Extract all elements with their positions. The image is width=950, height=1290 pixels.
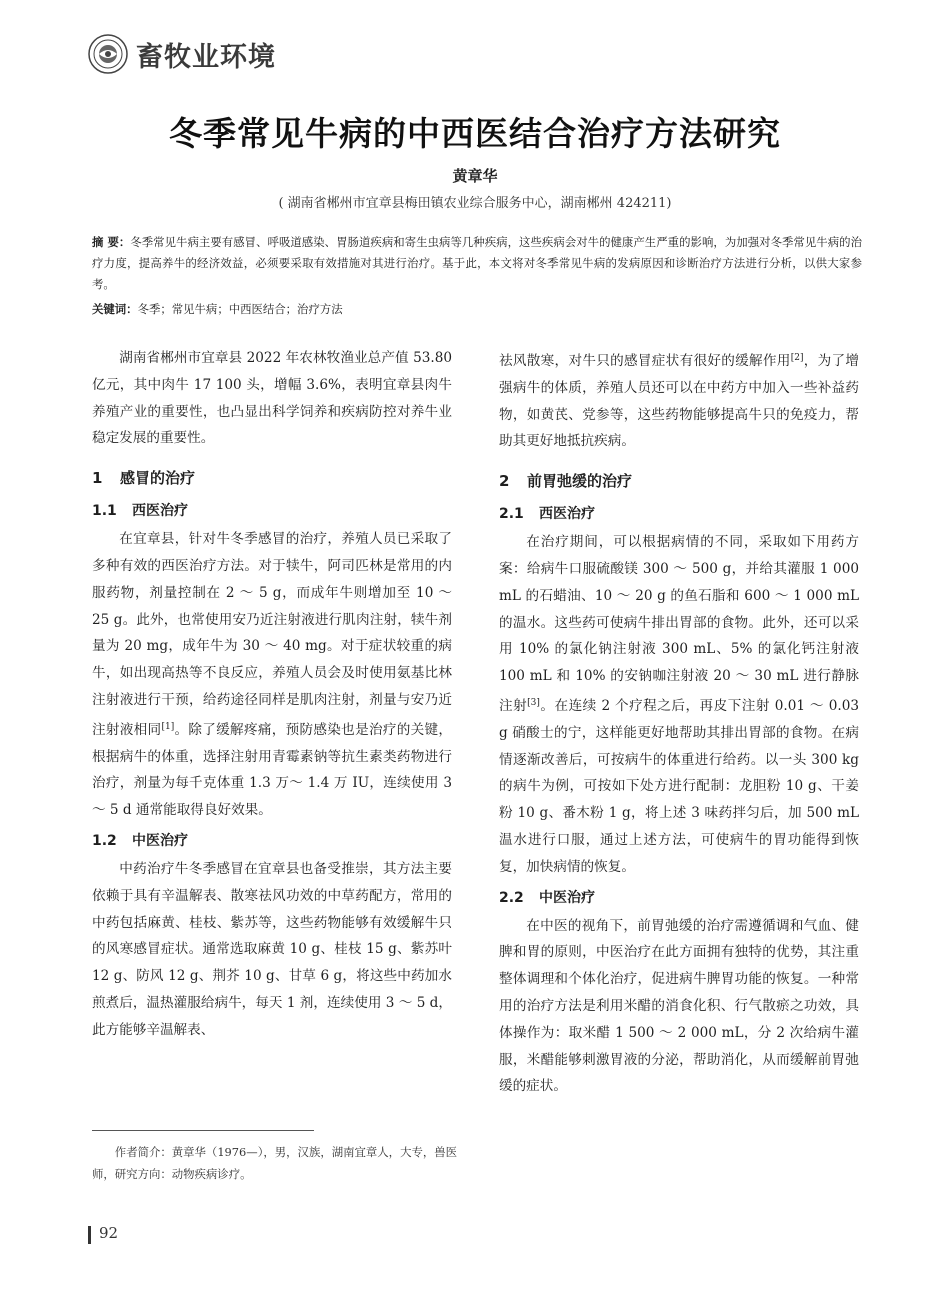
paragraph-text: 祛风散寒，对牛只的感冒症状有很好的缓解作用 (499, 353, 791, 369)
keywords (92, 299, 862, 320)
left-column (92, 345, 452, 1044)
journal-header (88, 28, 276, 80)
section-number: 2.2 (499, 889, 524, 906)
abstract-text: 冬季常见牛病主要有感冒、呼吸道感染、胃肠道疾病和寄生虫病等几种疾病，这些疾病会对牛的健康产生严重的影响，为加强对冬季常见牛病的治疗力度，提高养牛的经济效益，必须要采取有效措施对其进行治疗。基于此，本文将对冬季常见牛病的发病原因和诊断治疗方法进行分析，以供大家参考。 (92, 235, 862, 291)
paragraph-text: 在宜章县，针对牛冬季感冒的治疗，养殖人员已采取了多种有效的西医治疗方法。对于犊牛，阿司匹林是常用的内服药物，剂量控制在 2 ～ 5 g，而成年牛则增加至 10 ～ 25 g。此外，也常使用安乃近注射液进行肌肉注射，犊牛剂量为 20 mg，成年牛为 30 ～ 40 mg。对于症状较重的病牛，如出现高热等不良反应，养殖人员会及时使用氨基比林注射液进行干预，给药途径同样是肌肉注射，剂量与安乃近注射液相同 (92, 531, 452, 738)
section-2-2-paragraph: 在中医的视角下，前胃弛缓的治疗需遵循调和气血、健脾和胃的原则，中医治疗在此方面拥有独特的优势，其注重整体调理和个体化治疗，促进病牛脾胃功能的恢复。一种常用的治疗方法是利用米醋的消食化积、行气散瘀之功效，具体操作为：取米醋 1 500 ～ 2 000 mL，分 2 次给病牛灌服，米醋能够刺激胃液的分泌，帮助消化，从而缓解前胃弛缓的症状。 (499, 917, 859, 1095)
section-1-1-heading (92, 498, 452, 524)
section-number: 1.1 (92, 503, 117, 520)
article-author: 黄章华 (452, 167, 498, 185)
section-title: 西医治疗 (539, 506, 595, 523)
section-number: 2.1 (499, 506, 524, 523)
section-number: 1 (92, 469, 103, 488)
section-2-1-paragraph (499, 529, 859, 880)
author-affiliation: ( 湖南省郴州市宜章县梅田镇农业综合服务中心，湖南郴州 424211) (278, 196, 672, 211)
page-marker-bar (88, 1226, 91, 1244)
section-2-heading (499, 469, 859, 493)
section-number: 2 (499, 472, 510, 491)
citation-ref: [3] (527, 697, 540, 708)
citation-ref: [2] (790, 353, 804, 363)
abstract (92, 232, 862, 295)
journal-name: 畜牧业环境 (136, 41, 276, 73)
journal-seal-icon (88, 34, 128, 74)
paragraph-text: 。在连续 2 个疗程之后，再皮下注射 0.01 ～ 0.03 g 硝酸士的宁，这样能更好地帮助其排出胃部的食物。在病情逐渐改善后，可按病牛的体重进行给药。以一头 300 kg 的病牛为例，可按如下处方进行配制：龙胆粉 10 g、干姜粉 10 g、番木粉 1 g，将上述 3 味药拌匀后，加 500 mL 温水进行口服，通过上述方法，可使病牛的胃功能得到恢复，加快病情的恢复。 (499, 697, 859, 875)
abstract-label: 摘 要： (92, 235, 131, 249)
page-number: 92 (99, 1224, 119, 1242)
section-number: 1.2 (92, 832, 117, 849)
section-2-1-heading (499, 501, 859, 527)
section-title: 西医治疗 (132, 503, 188, 520)
section-1-2-paragraph: 中药治疗牛冬季感冒在宜章县也备受推崇，其方法主要依赖于具有辛温解表、散寒祛风功效的中草药配方，常用的中药包括麻黄、桂枝、紫苏等，这些药物能够有效缓解牛只的风寒感冒症状。通常选取麻黄 10 g、桂枝 15 g、紫苏叶 12 g、防风 12 g、荆芥 10 g、甘草 6 g，将这些中药加水煎煮后，温热灌服给病牛，每天 1 剂，连续使用 3 ～ 5 d，此方能够辛温解表、 (92, 860, 452, 1038)
paragraph-text: 。除了缓解疼痛，预防感染也是治疗的关键，根据病牛的体重，选择注射用青霉素钠等抗生素类药物进行治疗，剂量为每千克体重 1.3 万～ 1.4 万 IU，连续使用 3 ～ 5 d 通常能取得良好效果。 (92, 721, 453, 819)
paragraph-text: 在治疗期间，可以根据病情的不同，采取如下用药方案：给病牛口服硫酸镁 300 ～ 500 g，并给其灌服 1 000 mL 的石蜡油、10 ～ 20 g 的鱼石脂和 600 ～ 1 000 mL 的温水。这些药可使病牛排出胃部的食物。此外，还可以采用 10% 的氯化钠注射液 300 mL、5% 的氯化钙注射液 100 mL 和 10% 的安钠咖注射液 20 ～ 30 mL 进行静脉注射 (499, 534, 859, 714)
continued-paragraph (499, 345, 859, 455)
section-1-1-paragraph (92, 526, 452, 824)
keywords-text: 冬季；常见牛病；中西医结合；治疗方法 (137, 302, 343, 316)
right-column (499, 345, 859, 1100)
section-2-2-heading (499, 885, 859, 911)
keywords-label: 关键词： (92, 302, 138, 316)
section-title: 前胃弛缓的治疗 (527, 472, 633, 491)
section-title: 中医治疗 (132, 832, 188, 849)
article-title: 冬季常见牛病的中西医结合治疗方法研究 (169, 114, 781, 153)
author-footnote: 作者简介：黄章华（1976—），男，汉族，湖南宜章人，大专，兽医师，研究方向：动物疾病诊疗。 (92, 1145, 458, 1181)
section-1-2-heading (92, 828, 452, 854)
citation-ref: [1] (161, 721, 175, 732)
section-1-heading (92, 466, 452, 490)
section-title: 中医治疗 (539, 889, 595, 906)
section-title: 感冒的治疗 (120, 469, 196, 488)
footnote-divider (92, 1130, 314, 1131)
paragraph-text: ，为了增强病牛的体质，养殖人员还可以在中药方中加入一些补益药物，如黄芪、党参等，这些药物能够提高牛只的免疫力，帮助其更好地抵抗疾病。 (499, 353, 860, 450)
intro-paragraph: 湖南省郴州市宜章县 2022 年农林牧渔业总产值 53.80 亿元，其中肉牛 17 100 头，增幅 3.6%，表明宜章县肉牛养殖产业的重要性，也凸显出科学饲养和疾病防控对养牛业稳定发展的重要性。 (92, 350, 452, 447)
